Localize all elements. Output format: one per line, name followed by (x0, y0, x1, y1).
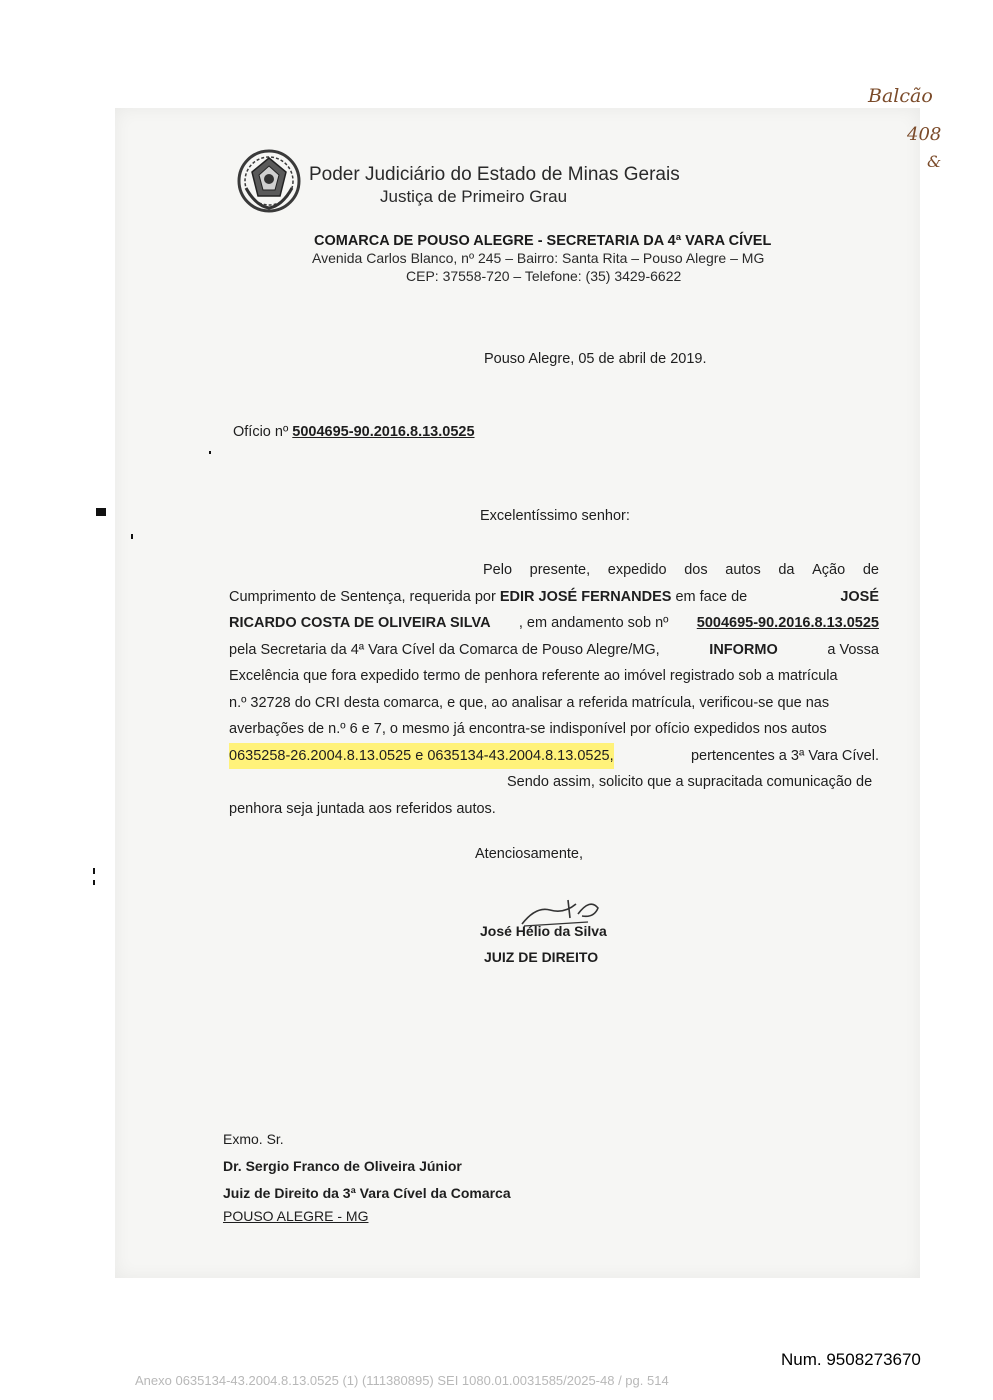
body-segment: penhora seja juntada aos referidos autos. (229, 800, 496, 817)
body-line (229, 663, 879, 690)
body-segment: pela Secretaria da 4ª Vara Cível da Comarca de Pouso Alegre/MG, (229, 641, 660, 658)
handwritten-page-number: 408 (907, 124, 942, 145)
body-segment: averbações de n.º 6 e 7, o mesmo já encontra-se indisponível por ofício expedidos nos autos (229, 721, 827, 737)
recipient-city: POUSO ALEGRE - MG (223, 1208, 369, 1224)
word: de (862, 562, 879, 578)
coat-of-arms-seal (236, 148, 302, 214)
letter-date: Pouso Alegre, 05 de abril de 2019. (484, 351, 707, 367)
body-line (229, 584, 879, 611)
oficio-reference (233, 424, 475, 440)
signer-role: JUIZ DE DIREITO (484, 949, 599, 965)
recipient-salutation: Exmo. Sr. (223, 1131, 284, 1147)
scan-mark (93, 880, 95, 885)
contact-line: CEP: 37558-720 – Telefone: (35) 3429-6622 (406, 268, 682, 284)
closing: Atenciosamente, (475, 846, 584, 862)
oficio-label: Ofício nº (233, 424, 293, 440)
scan-mark (131, 534, 133, 539)
word: da (778, 562, 795, 578)
handwritten-mark: & (927, 152, 942, 171)
body-line (229, 610, 879, 637)
scan-mark (209, 451, 211, 454)
body-segment: Sendo assim, solicito que a supracitada comunicação de (507, 774, 873, 790)
recipient-role: Juiz de Direito da 3ª Vara Cível da Comarca (223, 1185, 511, 1201)
body-segment: , em andamento sob nº (518, 615, 669, 631)
word: dos (684, 562, 708, 578)
word: expedido (607, 562, 667, 578)
salutation: Excelentíssimo senhor: (480, 508, 630, 524)
body-segment: Cumprimento de Sentença, requerida por EDIR JOSÉ FERNANDES em face de (229, 588, 748, 605)
handwritten-note: Balcão (868, 85, 933, 107)
recipient-name: Dr. Sergio Franco de Oliveira Júnior (223, 1158, 462, 1174)
oficio-number: 5004695-90.2016.8.13.0525 (292, 424, 475, 440)
signer-name: José Hélio da Silva (480, 923, 607, 939)
body-segment: Excelência que fora expedido termo de penhora referente ao imóvel registrado sob a matrícula (229, 668, 838, 684)
page-footer: Anexo 0635134-43.2004.8.13.0525 (1) (111380895) SEI 1080.01.0031585/2025-48 / pg. 514 (135, 1373, 669, 1388)
comarca-title: COMARCA DE POUSO ALEGRE - SECRETARIA DA 4ª VARA CÍVEL (314, 233, 772, 249)
word: autos (725, 562, 761, 578)
body-segment: a Vossa (827, 641, 879, 658)
letter-body (229, 557, 879, 822)
scan-mark (96, 508, 106, 516)
body-line (483, 557, 879, 584)
court-name: Poder Judiciário do Estado de Minas Gerais (309, 164, 680, 185)
body-line (229, 637, 879, 664)
address-line: Avenida Carlos Blanco, nº 245 – Bairro: Santa Rita – Pouso Alegre – MG (312, 250, 765, 266)
body-line (229, 716, 879, 743)
informo-keyword: INFORMO (709, 641, 778, 658)
defendant-name-start: JOSÉ (840, 588, 879, 605)
body-line (507, 769, 879, 796)
body-line (229, 743, 879, 770)
case-number: 5004695-90.2016.8.13.0525 (696, 615, 879, 631)
word: Pelo (483, 562, 513, 578)
highlighted-case-numbers: 0635258-26.2004.8.13.0525 e 0635134-43.2004.8.13.0525, (229, 743, 614, 770)
body-line (229, 690, 879, 717)
court-instance: Justiça de Primeiro Grau (380, 187, 568, 206)
body-segment: n.º 32728 do CRI desta comarca, e que, ao analisar a referida matrícula, verificou-se que nas (229, 694, 830, 711)
scan-mark (93, 868, 95, 874)
body-segment: pertencentes a 3ª Vara Cível. (690, 747, 879, 764)
defendant-name-end: RICARDO COSTA DE OLIVEIRA SILVA (229, 615, 491, 631)
word: Ação (812, 562, 846, 578)
document-number-stamp: Num. 9508273670 (781, 1350, 921, 1369)
word: presente, (529, 562, 591, 578)
plaintiff-name: EDIR JOSÉ FERNANDES (499, 588, 672, 605)
body-line (229, 796, 879, 823)
